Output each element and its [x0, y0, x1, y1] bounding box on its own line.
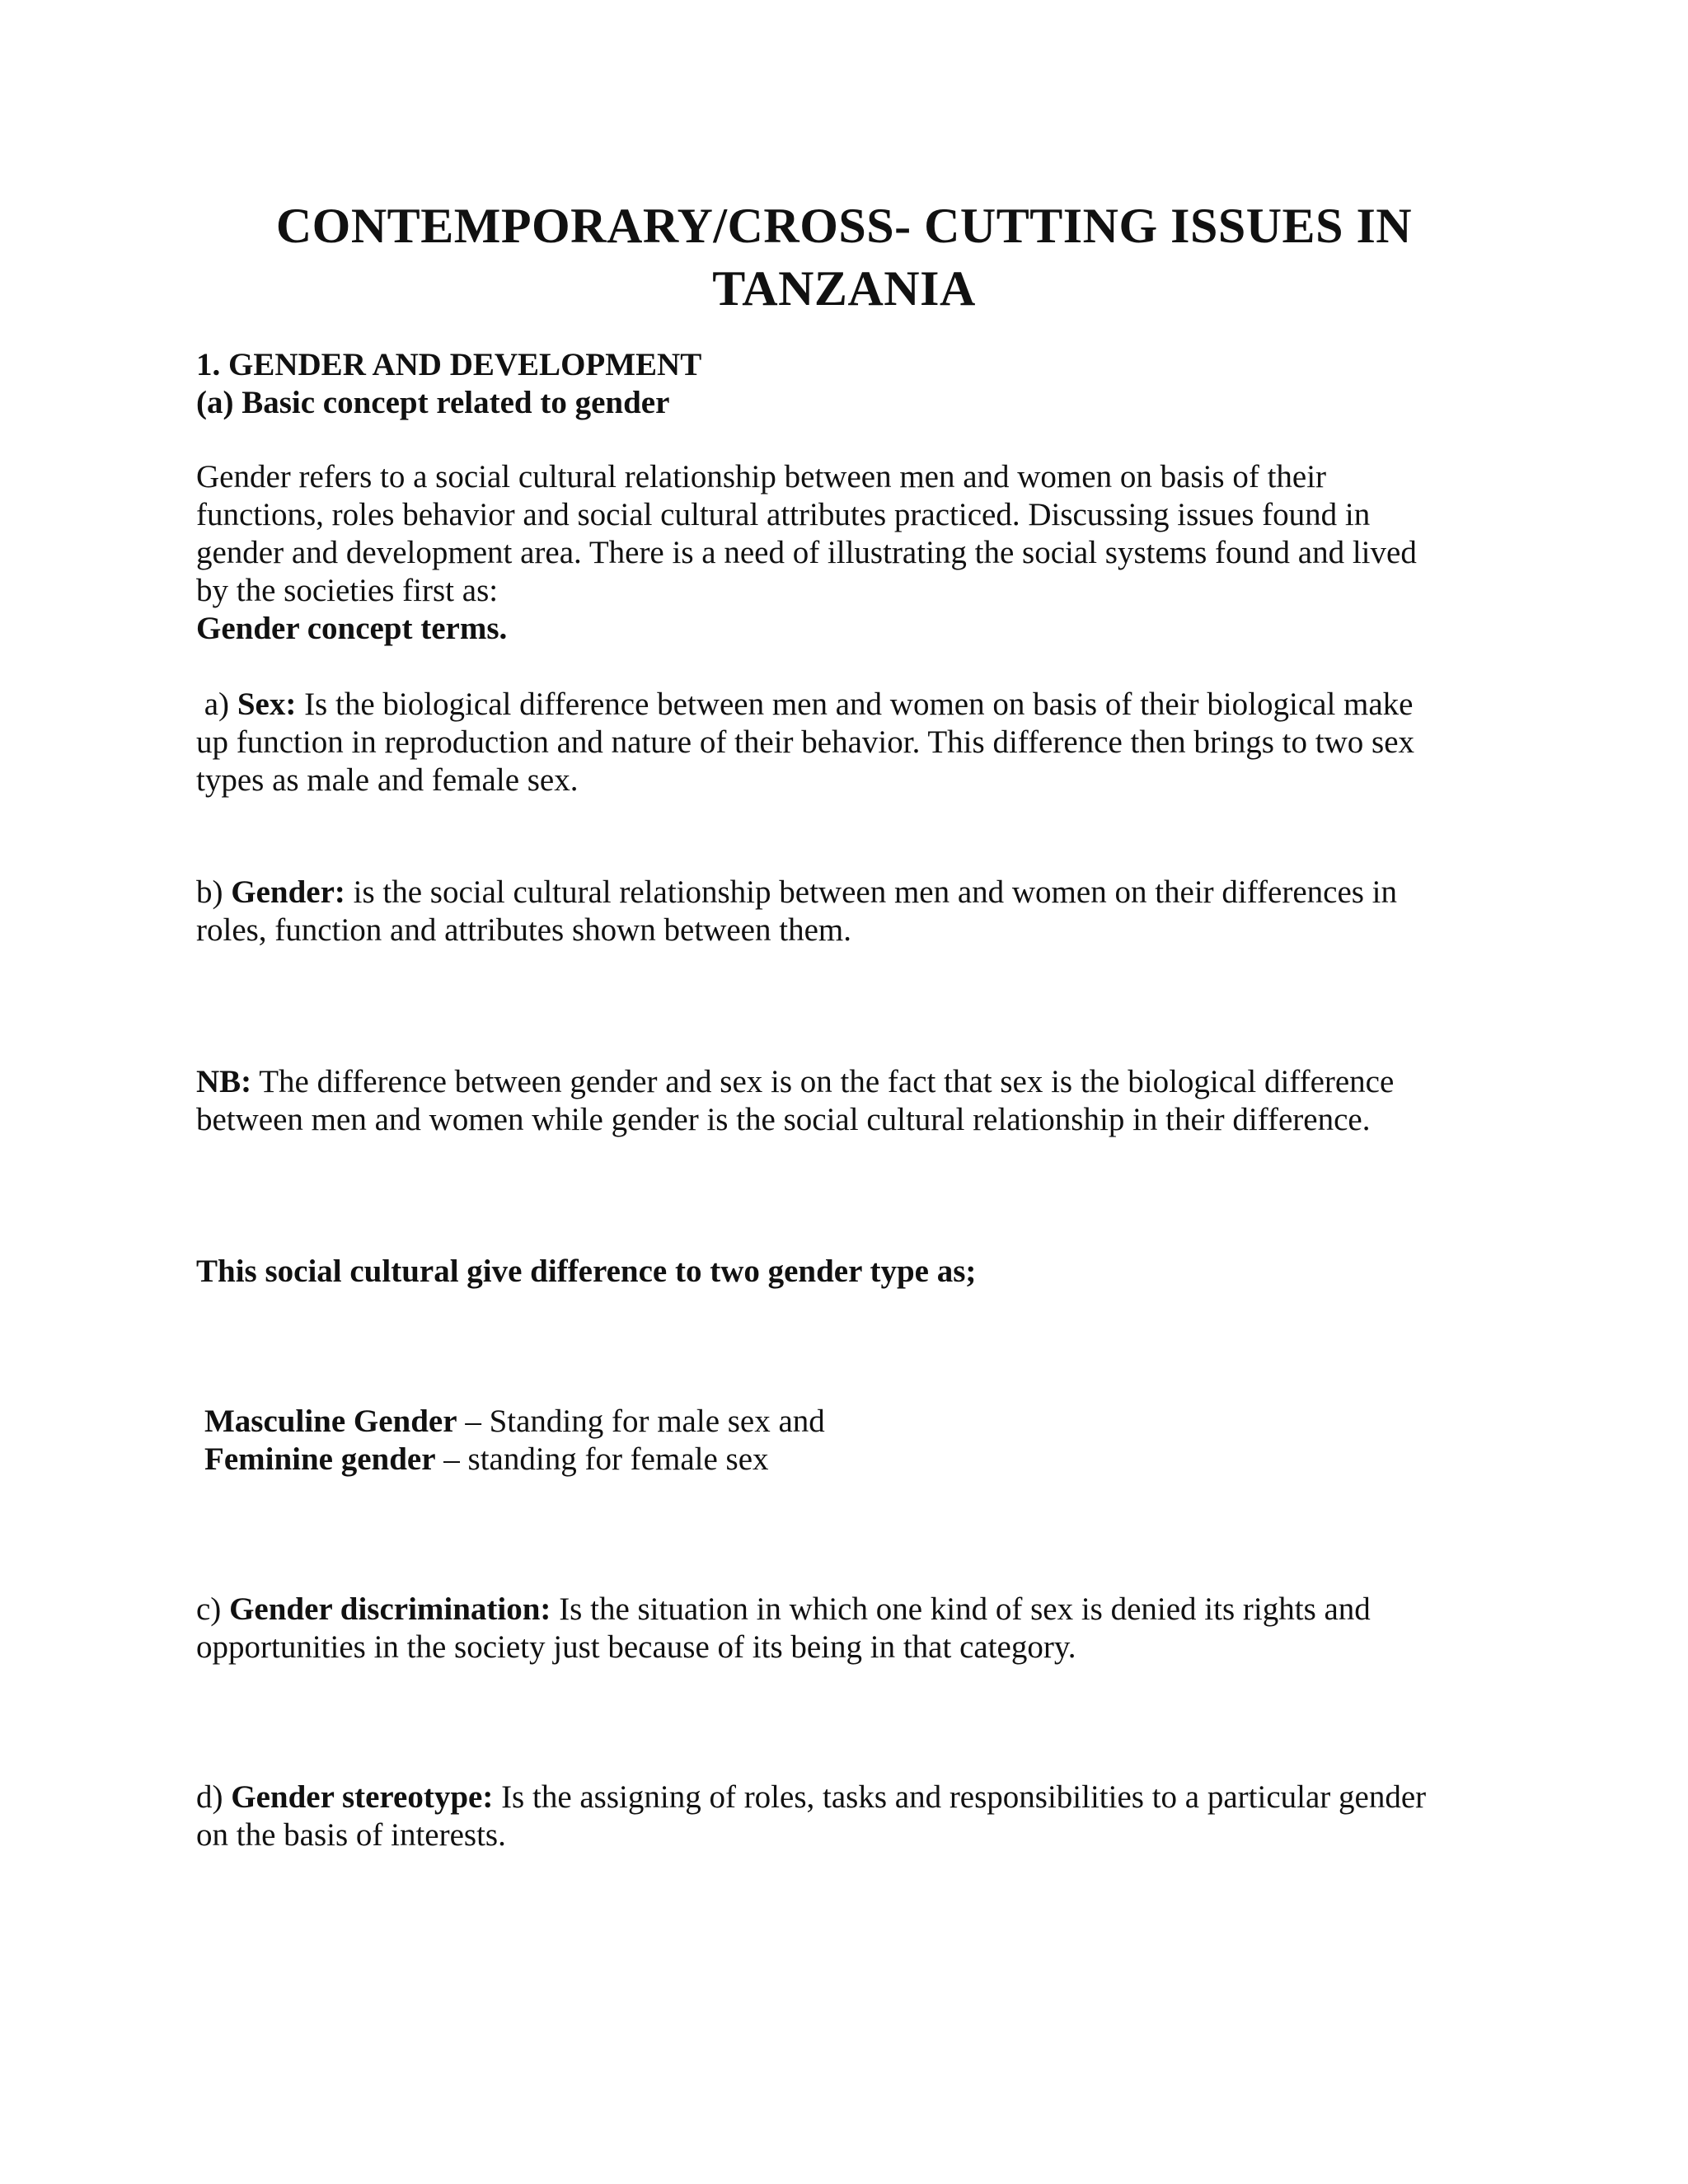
masculine-desc: – Standing for male sex and [457, 1404, 825, 1439]
nb-label: NB: [196, 1064, 252, 1099]
intro-line: functions, roles behavior and social cultural attributes practiced. Discussing issues found in [196, 497, 1371, 532]
definition-line: Is the biological difference between men and women on basis of their biological make [296, 687, 1414, 722]
list-marker: a) [196, 687, 237, 722]
term-gender: Gender: [231, 874, 345, 910]
definition-line: Is the assigning of roles, tasks and responsibilities to a particular gender [493, 1779, 1427, 1815]
list-marker: c) [196, 1591, 230, 1627]
intro-line: gender and development area. There is a need of illustrating the social systems found and lived [196, 535, 1417, 570]
title-line-2: TANZANIA [712, 261, 976, 316]
gender-types-heading [196, 1253, 976, 1291]
discrimination-definition [196, 1591, 1371, 1666]
title-line-1: CONTEMPORARY/CROSS- CUTTING ISSUES IN [275, 199, 1413, 253]
definition-line: opportunities in the society just because of its being in that category. [196, 1629, 1076, 1665]
definition-line: roles, function and attributes shown between them. [196, 912, 851, 948]
sex-definition [196, 686, 1414, 799]
term-stereotype: Gender stereotype: [231, 1779, 494, 1815]
feminine-desc: – standing for female sex [435, 1441, 769, 1477]
document-title [198, 194, 1490, 320]
intro-line: by the societies first as: [196, 573, 499, 608]
nb-line: between men and women while gender is the social cultural relationship in their difference. [196, 1102, 1371, 1137]
term-masculine: Masculine Gender [204, 1404, 457, 1439]
term-sex: Sex: [237, 687, 297, 722]
gender-definition [196, 874, 1397, 949]
section-heading [196, 346, 701, 422]
intro-paragraph [196, 458, 1417, 648]
gender-types-list [204, 1403, 825, 1479]
stereotype-definition [196, 1779, 1426, 1854]
definition-line: is the social cultural relationship between men and women on their differences in [345, 874, 1398, 910]
term-feminine: Feminine gender [204, 1441, 436, 1477]
definition-line: types as male and female sex. [196, 762, 579, 798]
term-discrimination: Gender discrimination: [229, 1591, 551, 1627]
subsection-heading-text: (a) Basic concept related to gender [196, 385, 670, 420]
nb-note [196, 1063, 1394, 1139]
terms-heading: Gender concept terms. [196, 611, 508, 646]
definition-line: Is the situation in which one kind of sex is denied its rights and [551, 1591, 1371, 1627]
nb-line: The difference between gender and sex is on the fact that sex is the biological difference [251, 1064, 1395, 1099]
definition-line: up function in reproduction and nature of their behavior. This difference then brings to two sex [196, 724, 1415, 760]
intro-line: Gender refers to a social cultural relationship between men and women on basis of their [196, 459, 1327, 494]
section-heading-text: 1. GENDER AND DEVELOPMENT [196, 347, 702, 382]
list-marker: d) [196, 1779, 232, 1815]
list-marker: b) [196, 874, 232, 910]
definition-line: on the basis of interests. [196, 1817, 506, 1853]
gender-types-heading-text: This social cultural give difference to two gender type as; [196, 1254, 977, 1289]
